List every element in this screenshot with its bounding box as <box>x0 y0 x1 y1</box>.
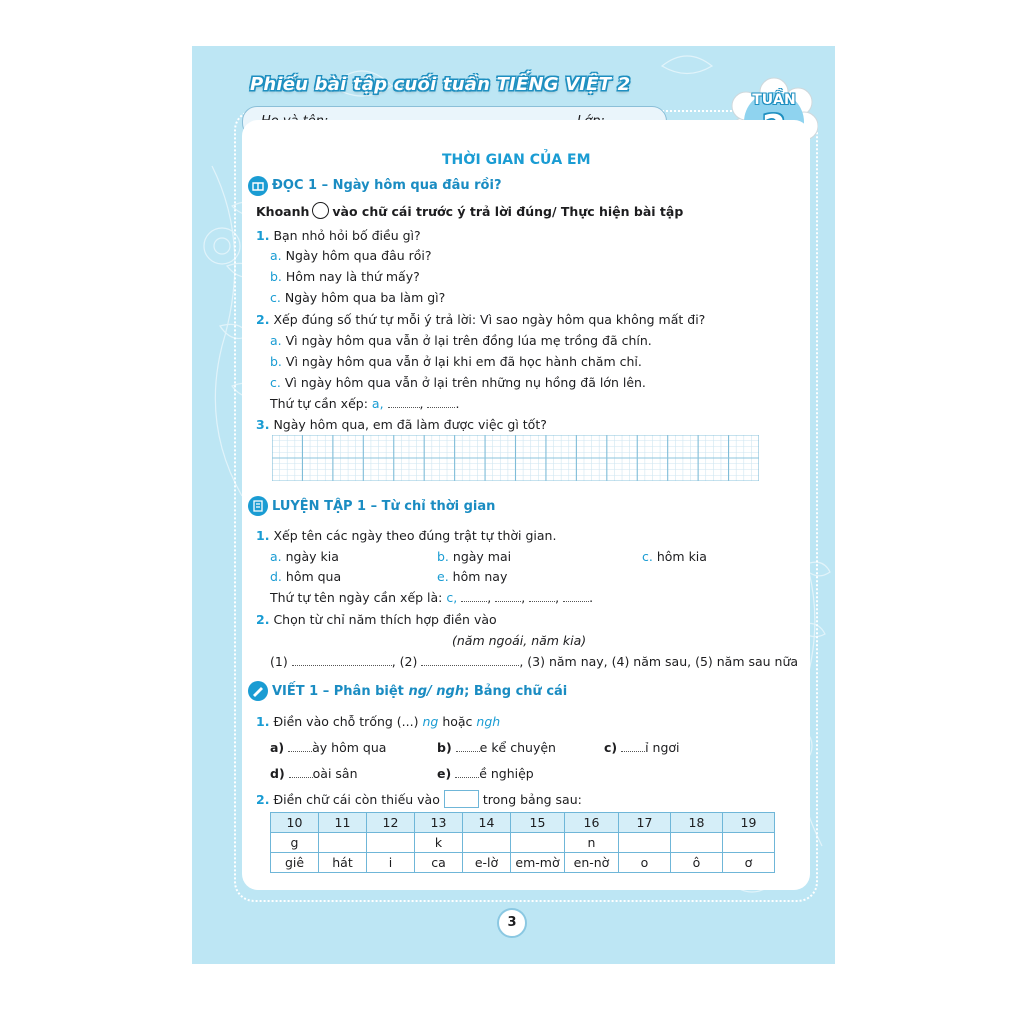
p1-order-blank[interactable] <box>563 591 589 602</box>
practice-icon <box>248 496 268 516</box>
p2-blank-1[interactable] <box>292 655 392 666</box>
table-cell: en-nờ <box>565 853 619 873</box>
p1-option-b: b. ngày mai <box>437 549 512 564</box>
p1-option-d: d. hôm qua <box>270 569 342 584</box>
table-cell: 10 <box>271 813 319 833</box>
w1-blank[interactable] <box>289 767 313 778</box>
table-cell: em-mờ <box>511 853 565 873</box>
p1-order-blank[interactable] <box>495 591 521 602</box>
table-cell: 15 <box>511 813 565 833</box>
table-cell: 16 <box>565 813 619 833</box>
table-cell: ô <box>671 853 723 873</box>
q3-question: 3. Ngày hôm qua, em đã làm được việc gì tốt? <box>256 417 547 432</box>
w1-blank[interactable] <box>288 741 312 752</box>
w1-blank[interactable] <box>621 741 645 752</box>
page-number: 3 <box>497 908 527 938</box>
q1-question: 1. Bạn nhỏ hỏi bố điều gì? <box>256 228 421 243</box>
table-cell: 18 <box>671 813 723 833</box>
q2-question: 2. Xếp đúng số thứ tự mỗi ý trả lời: Vì sao ngày hôm qua không mất đi? <box>256 312 706 327</box>
w1-item-b: b) e kể chuyện <box>437 740 556 755</box>
q1-option-a[interactable]: a. Ngày hôm qua đâu rồi? <box>270 248 432 263</box>
table-cell: ca <box>415 853 463 873</box>
table-cell: 14 <box>463 813 511 833</box>
table-cell: 12 <box>367 813 415 833</box>
circle-icon <box>312 202 329 219</box>
table-cell: i <box>367 853 415 873</box>
table-cell: giê <box>271 853 319 873</box>
p2-fill-line: (1) , (2) , (3) năm nay, (4) năm sau, (5) năm sau nữa <box>270 654 799 669</box>
table-cell: k <box>415 833 463 853</box>
table-cell: e-lờ <box>463 853 511 873</box>
w1-item-a: a) ày hôm qua <box>270 740 387 755</box>
instruction-text: vào chữ cái trước ý trả lời đúng/ Thực hiện bài tập <box>332 204 684 219</box>
table-cell: n <box>565 833 619 853</box>
worksheet-page <box>192 46 835 964</box>
table-cell-blank[interactable] <box>319 833 367 853</box>
reading-icon <box>248 176 268 196</box>
instruction <box>256 202 683 220</box>
table-row <box>271 853 775 873</box>
table-cell: hát <box>319 853 367 873</box>
table-cell-blank[interactable] <box>619 833 671 853</box>
w1-blank[interactable] <box>456 741 480 752</box>
q2-order-blank[interactable] <box>388 397 420 408</box>
p1-option-a: a. ngày kia <box>270 549 339 564</box>
p2-question: 2. Chọn từ chỉ năm thích hợp điền vào <box>256 612 497 627</box>
p1-question: 1. Xếp tên các ngày theo đúng trật tự thời gian. <box>256 528 557 543</box>
w1-item-c: c) ỉ ngơi <box>604 740 680 755</box>
handwriting-grid[interactable] <box>272 435 759 481</box>
q2-option-a: a. Vì ngày hôm qua vẫn ở lại trên đồng lúa mẹ trồng đã chín. <box>270 333 652 348</box>
q2-option-b: b. Vì ngày hôm qua vẫn ở lại khi em đã học hành chăm chỉ. <box>270 354 642 369</box>
q1-option-b[interactable]: b. Hôm nay là thứ mấy? <box>270 269 420 284</box>
table-cell: o <box>619 853 671 873</box>
w1-blank[interactable] <box>455 767 479 778</box>
p1-order-blank[interactable] <box>529 591 555 602</box>
table-cell: ơ <box>723 853 775 873</box>
table-cell-blank[interactable] <box>463 833 511 853</box>
worksheet-title: Phiếu bài tập cuối tuần TIẾNG VIỆT 2 <box>250 74 631 95</box>
p1-option-c: c. hôm kia <box>642 549 707 564</box>
table-cell-blank[interactable] <box>671 833 723 853</box>
table-cell-blank[interactable] <box>367 833 415 853</box>
practice-section-heading: LUYỆN TẬP 1 – Từ chỉ thời gian <box>272 499 496 514</box>
q1-option-c[interactable]: c. Ngày hôm qua ba làm gì? <box>270 290 446 305</box>
main-title: THỜI GIAN CỦA EM <box>442 152 591 168</box>
p2-blank-2[interactable] <box>421 655 519 666</box>
table-cell: 13 <box>415 813 463 833</box>
p1-order-blank[interactable] <box>461 591 487 602</box>
table-cell: 17 <box>619 813 671 833</box>
w1-item-e: e) ề nghiệp <box>437 766 534 781</box>
instruction-circle-label: Khoanh <box>256 204 310 219</box>
table-cell: 11 <box>319 813 367 833</box>
table-cell-blank[interactable] <box>723 833 775 853</box>
q2-order-line: Thứ tự cần xếp: a, , . <box>270 396 460 411</box>
alphabet-table <box>270 812 775 873</box>
p1-option-e: e. hôm nay <box>437 569 508 584</box>
table-cell: 19 <box>723 813 775 833</box>
week-label: TUẦN <box>752 92 796 108</box>
reading-section-heading: ĐỌC 1 – Ngày hôm qua đâu rồi? <box>272 178 502 193</box>
w2-question: 2. Điền chữ cái còn thiếu vào trong bảng sau: <box>256 792 582 807</box>
p2-hint: (năm ngoái, năm kia) <box>452 633 587 648</box>
w1-item-d: d) oài sân <box>270 766 358 781</box>
writing-icon <box>248 681 268 701</box>
table-row <box>271 833 775 853</box>
empty-box-icon <box>444 790 479 808</box>
table-cell: g <box>271 833 319 853</box>
q2-order-blank[interactable] <box>427 397 455 408</box>
writing-section-heading: VIẾT 1 – Phân biệt ng/ ngh; Bảng chữ cái <box>272 684 568 699</box>
table-cell-blank[interactable] <box>511 833 565 853</box>
table-row <box>271 813 775 833</box>
p1-order-line: Thứ tự tên ngày cần xếp là: c, , , , . <box>270 590 594 605</box>
w1-question: 1. Điền vào chỗ trống (...) ng hoặc ngh <box>256 714 501 729</box>
q2-option-c: c. Vì ngày hôm qua vẫn ở lại trên những nụ hồng đã lớn lên. <box>270 375 646 390</box>
